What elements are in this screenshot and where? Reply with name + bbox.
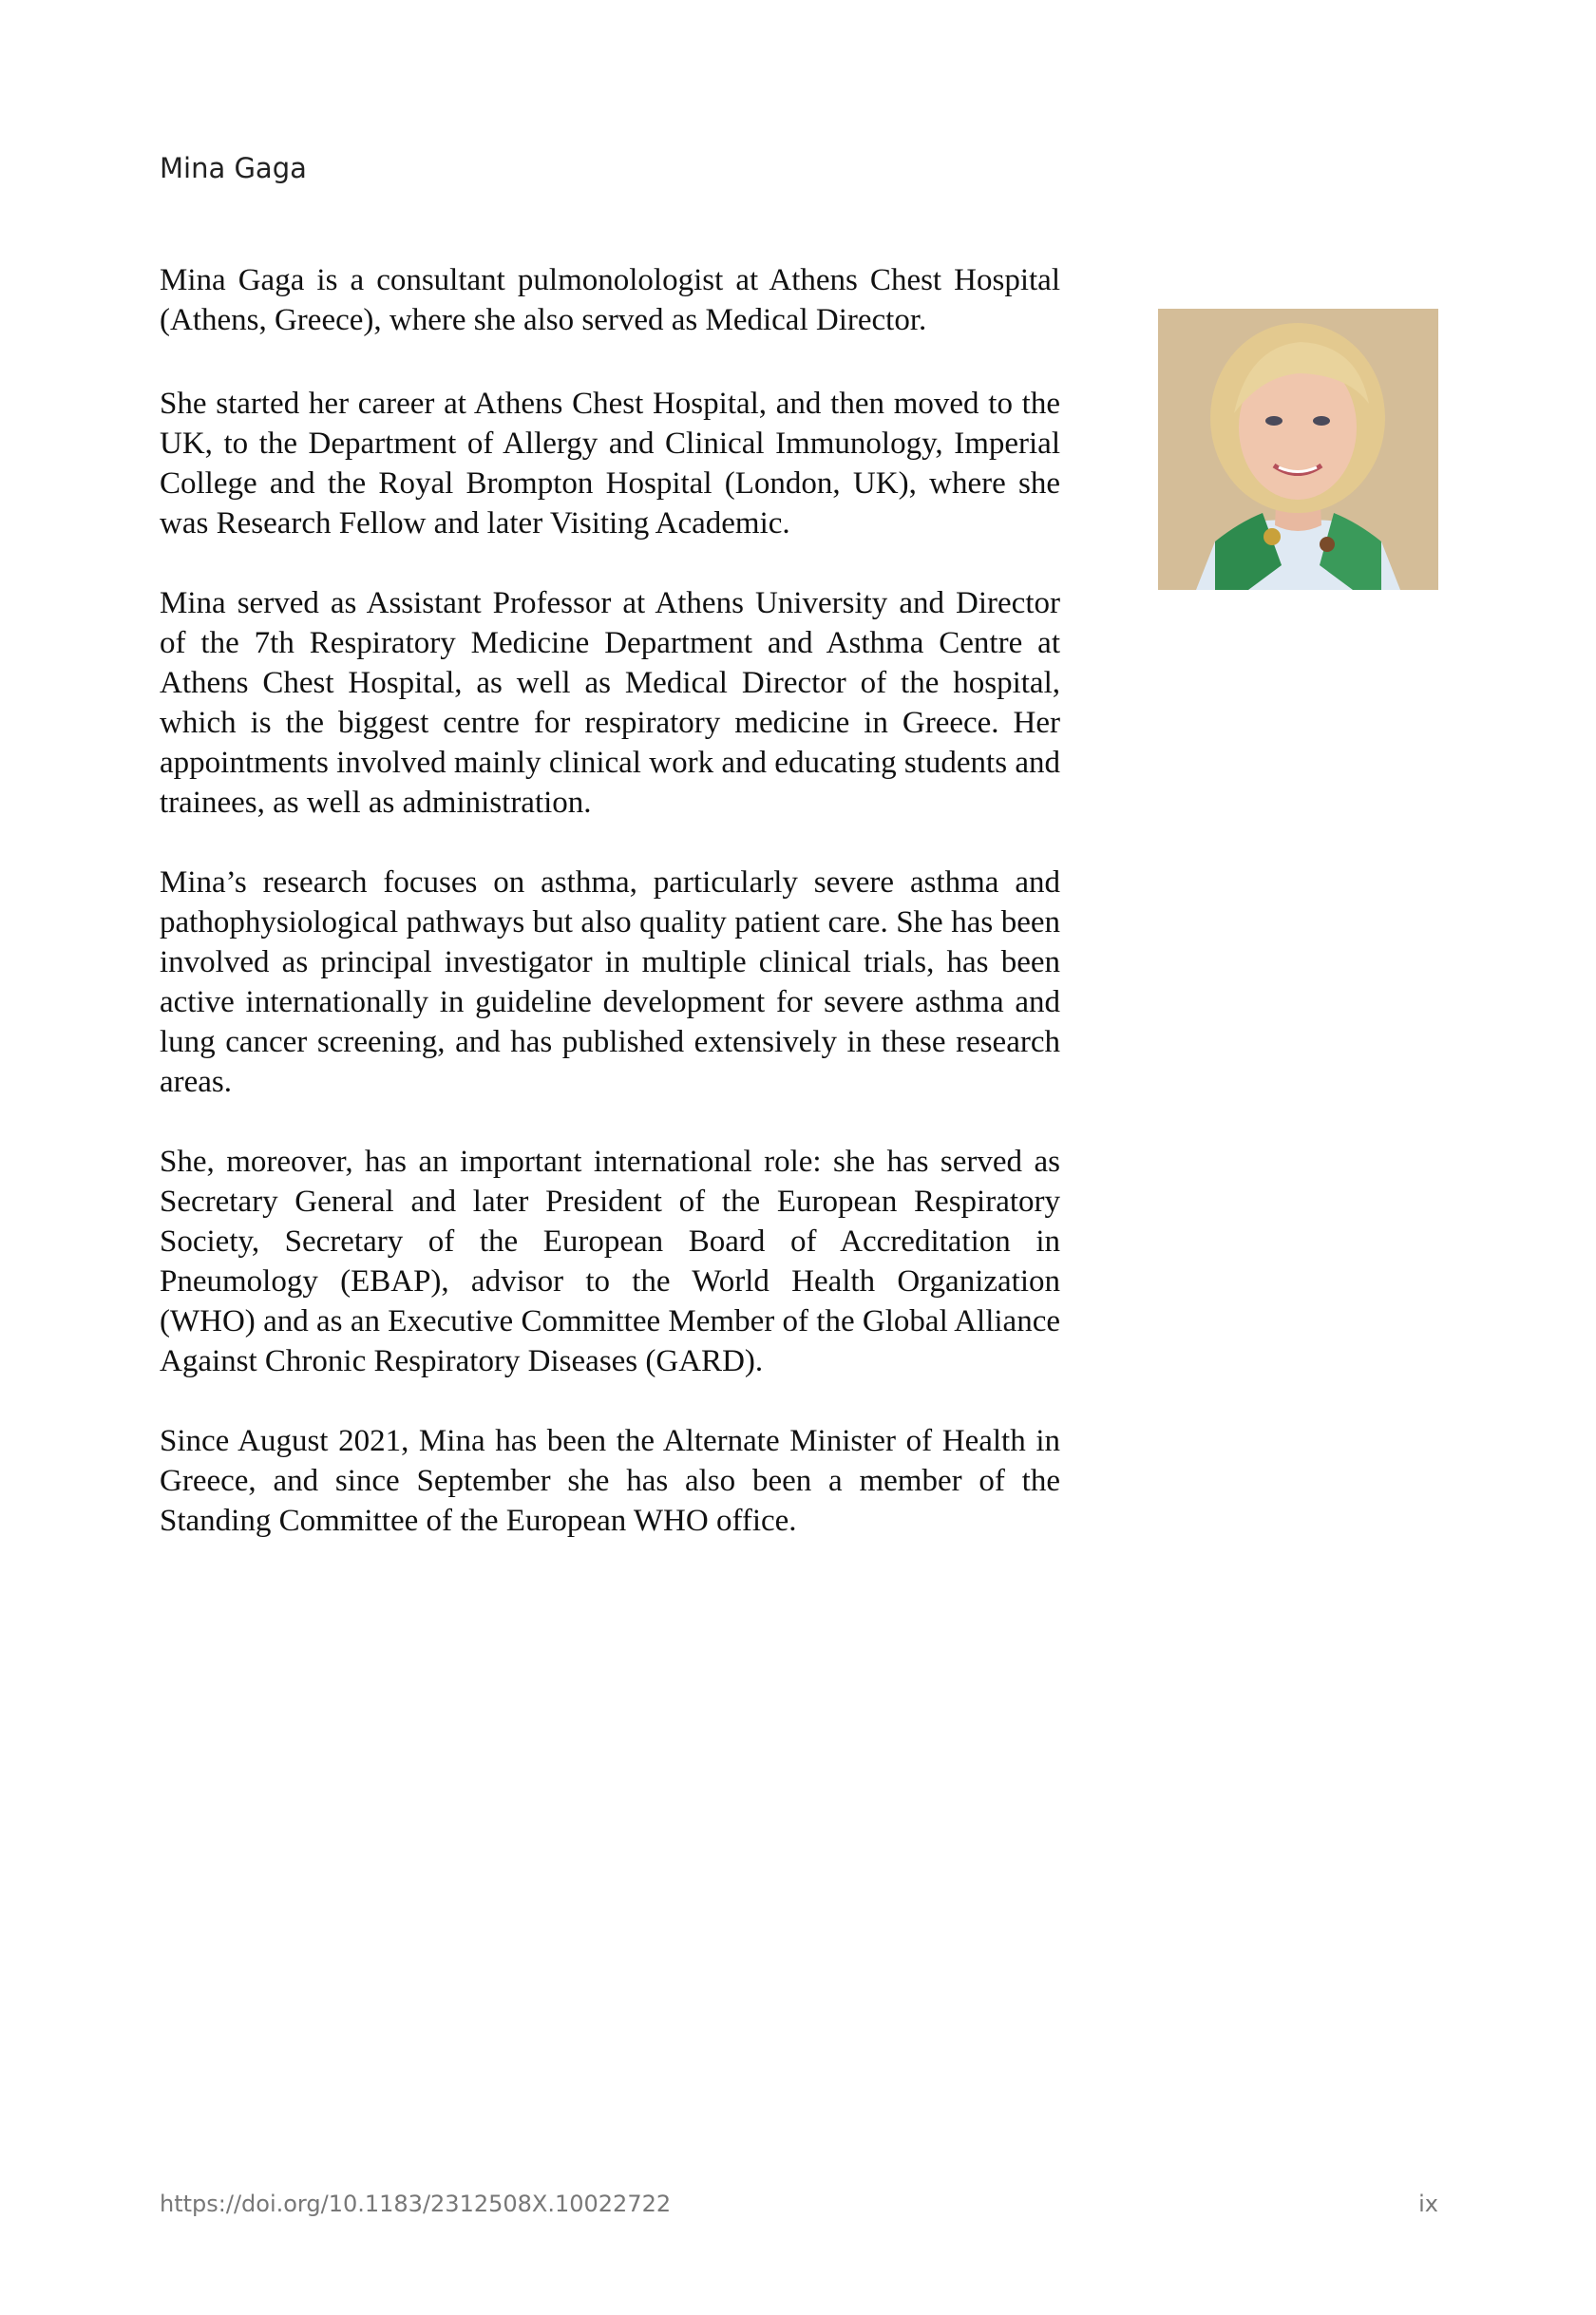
bio-paragraph-3: Mina served as Assistant Professor at Athens University and Director of the 7th Respiratory Medicine Department and Asthma Centre at Athens Chest Hospital, as well as Medical Director of the hospital, which is the biggest centre for respiratory medicine in Greece. Her appointments involved mainly clinical work and educating students and trainees, as well as administration. [160, 586, 1060, 820]
author-name-header: Mina Gaga [160, 152, 307, 184]
portrait-photo [1158, 309, 1438, 590]
doi-link[interactable]: https://doi.org/10.1183/2312508X.10022722 [160, 2191, 672, 2217]
bio-paragraph-2: She started her career at Athens Chest Hospital, and then moved to the UK, to the Department of Allergy and Clinical Immunology, Imperial College and the Royal Brompton Hospital (London, UK), where she was Research Fellow and later Visiting Academic. [160, 387, 1060, 541]
page-number: ix [1418, 2191, 1438, 2217]
bio-paragraph-6: Since August 2021, Mina has been the Alternate Minister of Health in Greece, and since September she has also been a member of the Standing Committee of the European WHO office. [160, 1424, 1060, 1538]
bio-paragraph-1: Mina Gaga is a consultant pulmonolologist at Athens Chest Hospital (Athens, Greece), where she also served as Medical Director. [160, 263, 1060, 337]
bio-paragraph-5: She, moreover, has an important international role: she has served as Secretary General and later President of the European Respiratory Society, Secretary of the European Board of Accreditation in Pneumology (EBAP), advisor to the World Health Organization (WHO) and as an Executive Committee Member of the Global Alliance Against Chronic Respiratory Diseases (GARD). [160, 1145, 1060, 1378]
portrait-icon [1158, 309, 1438, 590]
biography [160, 260, 1060, 1581]
bio-paragraph-4: Mina’s research focuses on asthma, particularly severe asthma and pathophysiological pathways but also quality patient care. She has been involved as principal investigator in multiple clinical trials, has been active internationally in guideline development for severe asthma and lung cancer screening, and has published extensively in these research areas. [160, 865, 1060, 1099]
